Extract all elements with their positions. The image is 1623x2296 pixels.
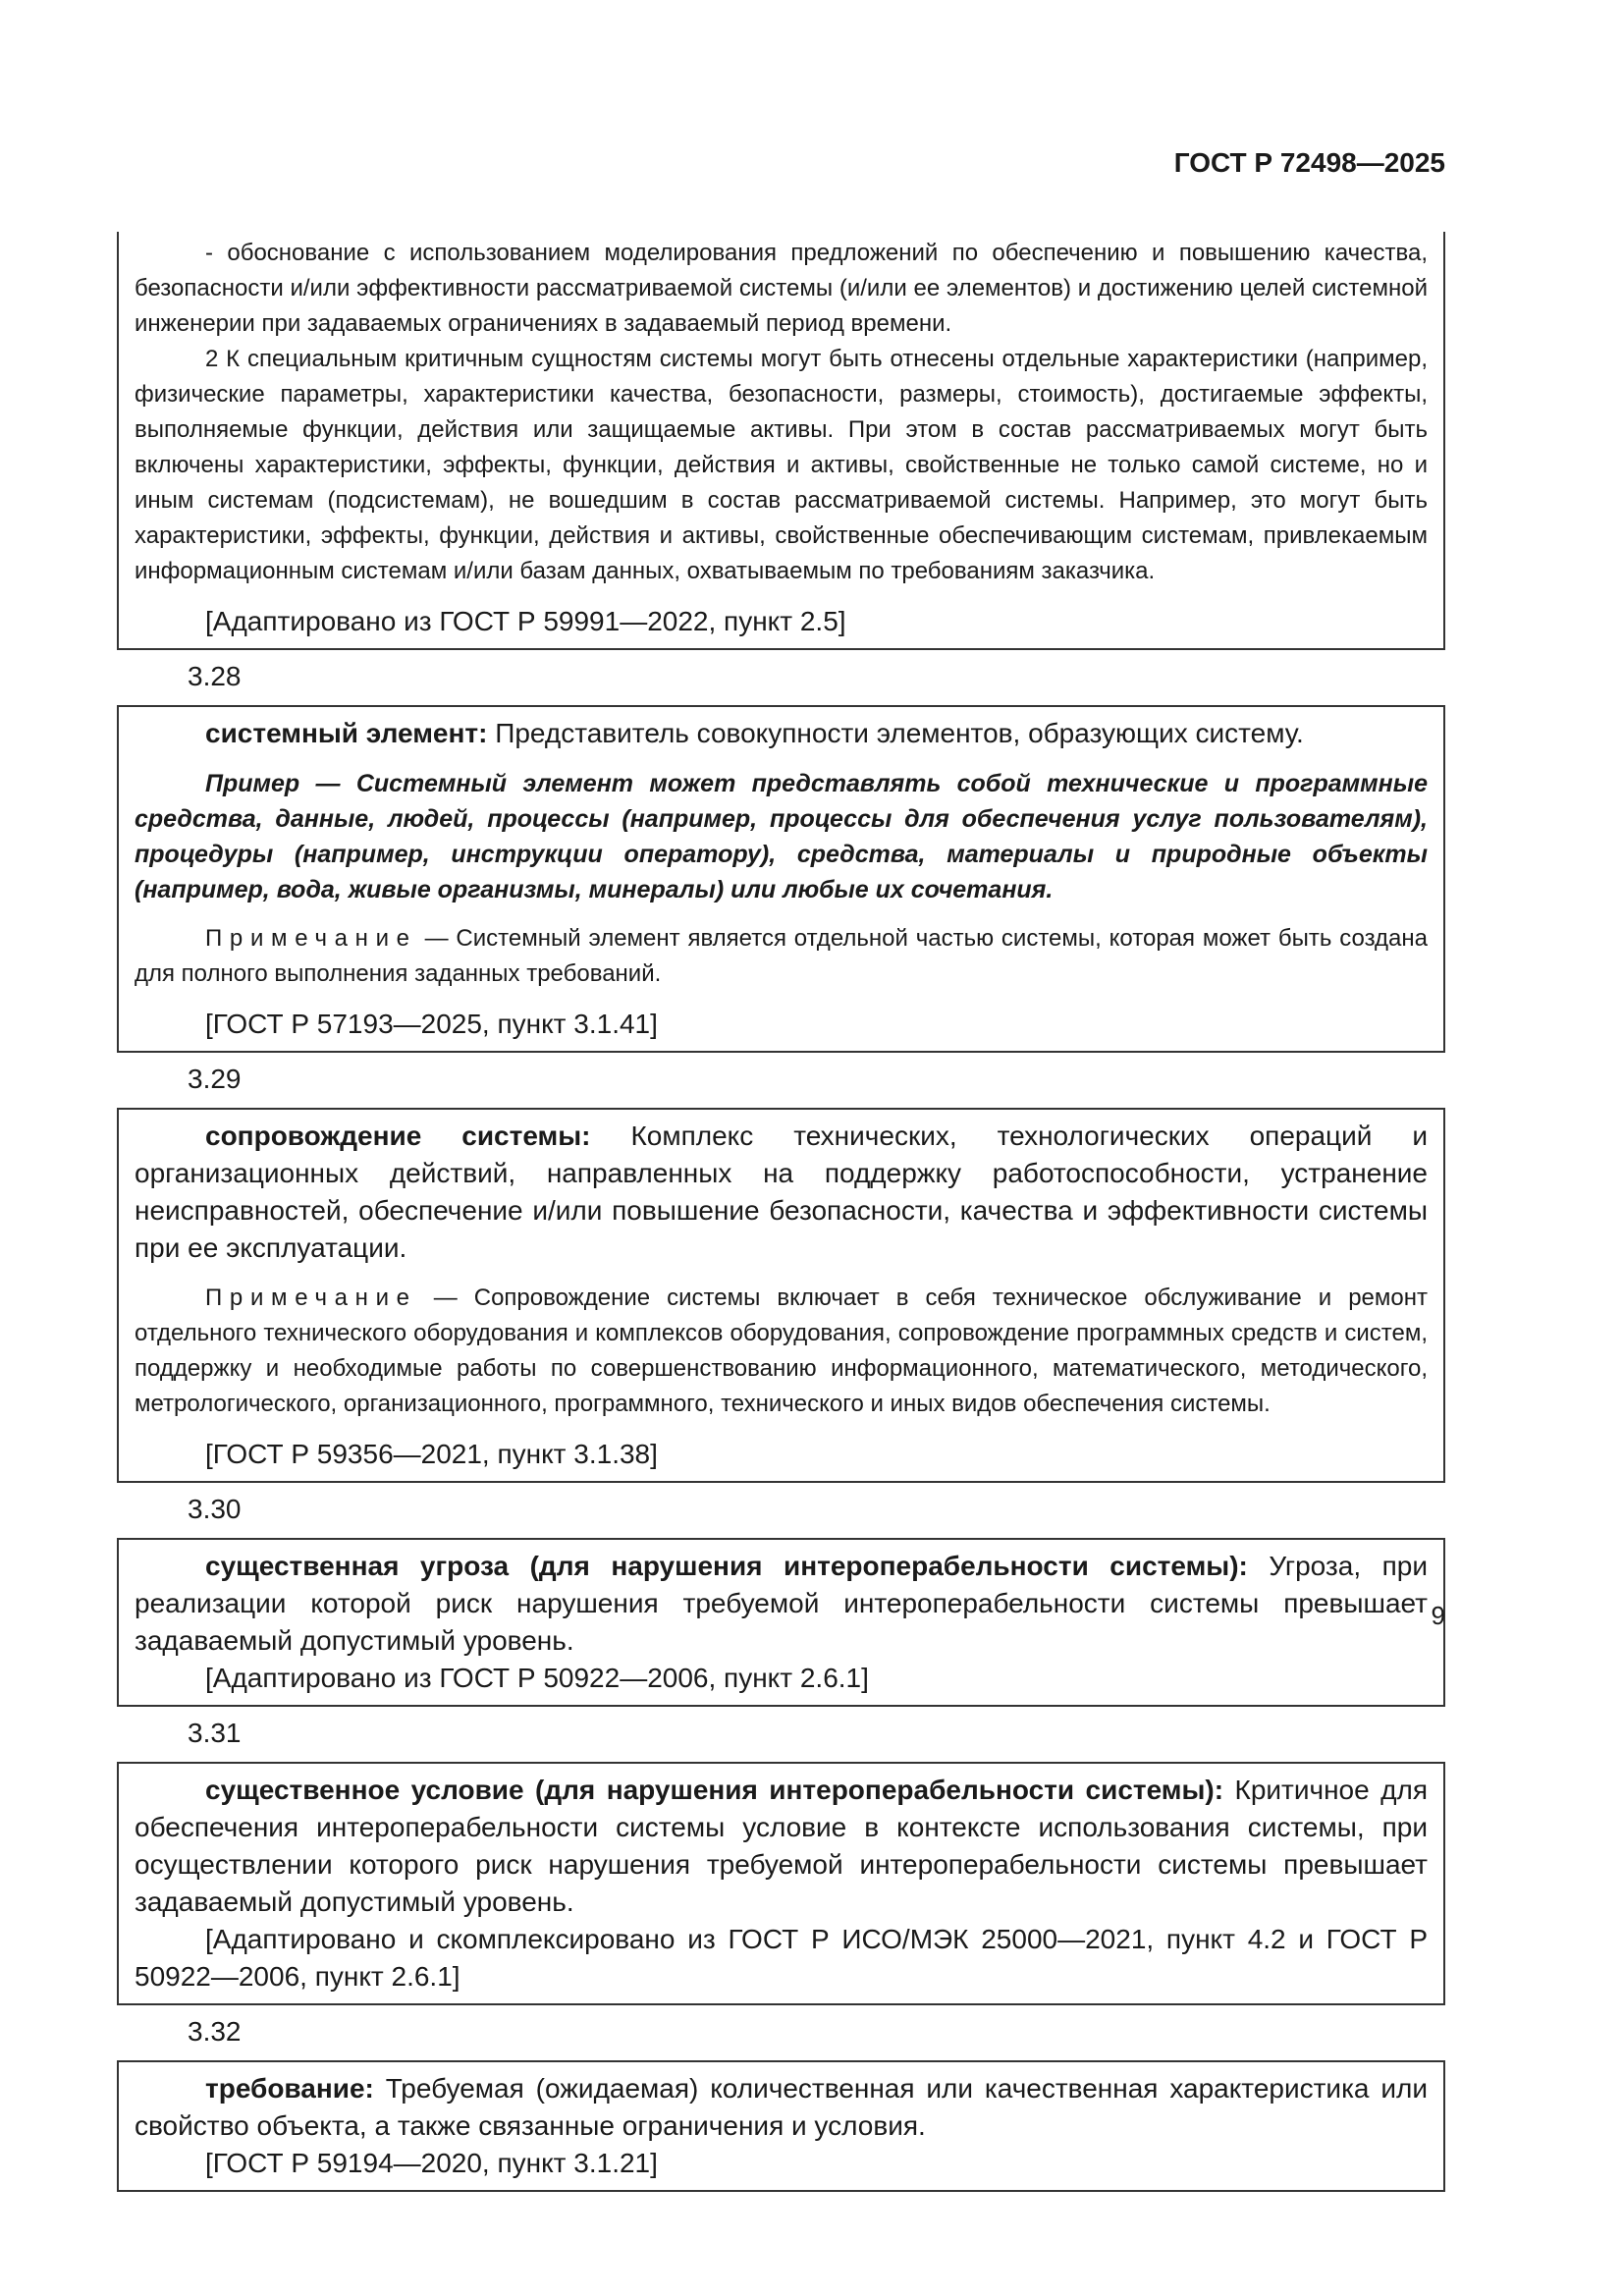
term-number: 3.32 bbox=[188, 2016, 242, 2047]
definition-text: Требуемая (ожидаемая) количественная или качественная характеристика или свойство объекта, а также связанные ограничения и условия. bbox=[135, 2073, 1428, 2141]
term-name: существенная угроза (для нарушения интероперабельности системы): bbox=[205, 1551, 1248, 1581]
term-definition bbox=[135, 2070, 1428, 2145]
term-name: требование: bbox=[205, 2073, 374, 2104]
term-name: сопровождение системы: bbox=[205, 1121, 591, 1151]
term-number: 3.28 bbox=[188, 661, 242, 691]
page-number: 9 bbox=[1431, 1601, 1445, 1630]
term-box-3-31 bbox=[117, 1762, 1445, 2005]
document-code: ГОСТ Р 72498—2025 bbox=[1173, 147, 1445, 178]
definition-text: Угроза, при реализации которой риск нарушения требуемой интероперабельности системы превышает задаваемый допустимый уровень. bbox=[135, 1551, 1428, 1656]
source-reference: [Адаптировано из ГОСТ Р 59991—2022, пункт 2.5] bbox=[205, 606, 846, 636]
note-2-paragraph: 2 К специальным критичным сущностям системы могут быть отнесены отдельные характеристики (например, физические параметры, характеристики качества, безопасности, размеры, стоимость), достигаемые эффекты, выполняемые функции, действия или защищаемые активы. При этом в состав рассматриваемых могут быть включены характеристики, эффекты, функции, действия и активы, свойственные не только самой системе, но и иным системам (подсистемам), не вошедшим в состав рассматриваемой системы. Например, это могут быть характеристики, эффекты, функции, действия и активы, свойственные обеспечивающим системам, привлекаемым информационным системам и/или базам данных, охватываемым по требованиям заказчика. bbox=[135, 346, 1428, 584]
term-definition bbox=[135, 715, 1428, 752]
term-number: 3.30 bbox=[188, 1494, 242, 1524]
definition-text: Комплекс технических, технологических операций и организационных действий, направленных на поддержку работоспособности, устранение неисправностей, обеспечение и/или повышение безопасности, качества и эффективности системы при ее эксплуатации. bbox=[135, 1121, 1428, 1263]
term-definition bbox=[135, 1548, 1428, 1660]
term-name: системный элемент: bbox=[205, 718, 488, 748]
term-box-3-30 bbox=[117, 1538, 1445, 1707]
source-reference: [Адаптировано и скомплексировано из ГОСТ Р ИСО/МЭК 25000—2021, пункт 4.2 и ГОСТ Р 50922—2006, пункт 2.6.1] bbox=[135, 1924, 1428, 1992]
term-box-3-28 bbox=[117, 705, 1445, 1053]
definition-text: Представитель совокупности элементов, образующих систему. bbox=[487, 718, 1304, 748]
note bbox=[135, 1281, 1428, 1422]
source-reference: [ГОСТ Р 57193—2025, пункт 3.1.41] bbox=[205, 1009, 658, 1039]
note bbox=[135, 921, 1428, 992]
source-reference: [ГОСТ Р 59194—2020, пункт 3.1.21] bbox=[205, 2148, 658, 2178]
source-reference: [ГОСТ Р 59356—2021, пункт 3.1.38] bbox=[205, 1439, 658, 1469]
note-text: — Системный элемент является отдельной частью системы, которая может быть создана для полного выполнения заданных требований. bbox=[135, 925, 1428, 987]
source-reference: [Адаптировано из ГОСТ Р 50922—2006, пункт 2.6.1] bbox=[205, 1663, 869, 1693]
page-content bbox=[117, 232, 1445, 2192]
term-box-3-29 bbox=[117, 1108, 1445, 1483]
note-label: Примечание bbox=[205, 925, 417, 952]
term-definition bbox=[135, 1118, 1428, 1267]
definition-text: Критичное для обеспечения интероперабельности системы условие в контексте использования системы, при осуществлении которого риск нарушения требуемой интероперабельности системы превышает задаваемый допустимый уровень. bbox=[135, 1775, 1428, 1917]
example-text: Пример — Системный элемент может представлять собой технические и программные средства, данные, людей, процессы (например, процессы для обеспечения услуг пользователям), процедуры (например, инструкции оператору), средства, материалы и природные объекты (например, вода, живые организмы, минералы) или любые их сочетания. bbox=[135, 770, 1428, 903]
continued-paragraph: - обоснование с использованием моделирования предложений по обеспечению и повышению качества, безопасности и/или эффективности рассматриваемой системы (и/или ее элементов) и достижению целей системной инженерии при задаваемых ограничениях в задаваемый период времени. bbox=[135, 240, 1428, 337]
term-name: существенное условие (для нарушения интероперабельности системы): bbox=[205, 1775, 1224, 1805]
term-number: 3.31 bbox=[188, 1718, 242, 1748]
note-label: Примечание bbox=[205, 1285, 417, 1311]
note-text: — Сопровождение системы включает в себя техническое обслуживание и ремонт отдельного технического оборудования и комплексов оборудования, сопровождение программных средств и систем, поддержку и необходимые работы по совершенствованию информационного, математического, методического, метрологического, организационного, программного, технического и иных видов обеспечения системы. bbox=[135, 1285, 1428, 1417]
term-definition bbox=[135, 1772, 1428, 1921]
term-box-3-32 bbox=[117, 2060, 1445, 2192]
term-number: 3.29 bbox=[188, 1064, 242, 1094]
term-box-continued bbox=[117, 232, 1445, 650]
